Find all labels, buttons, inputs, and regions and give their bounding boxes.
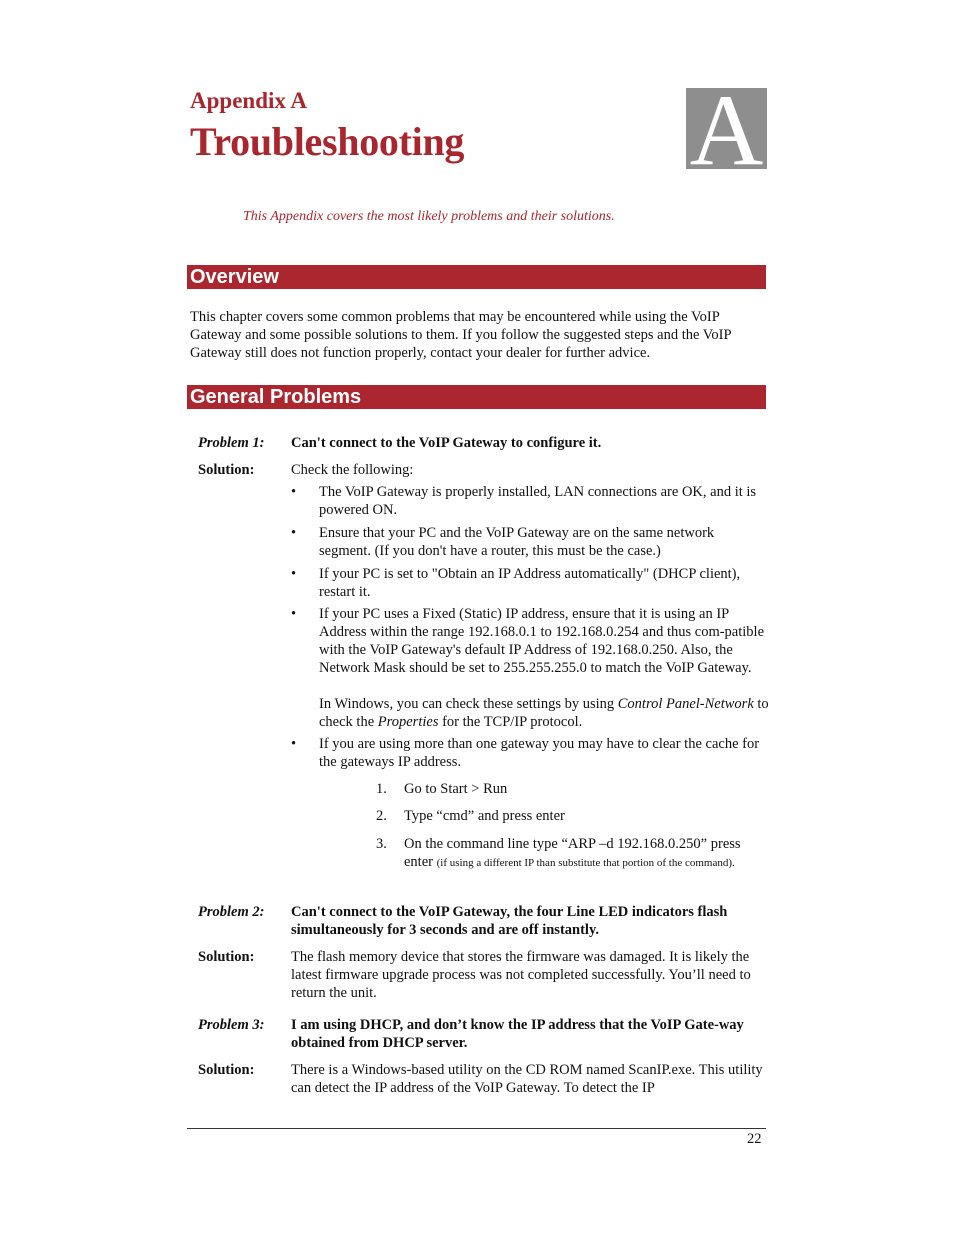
bullet-marker: • [291,606,297,622]
footer-divider [187,1128,766,1129]
bullet-item: If you are using more than one gateway you may have to clear the cache for the gateways IP address. [319,736,760,770]
step-number: 2. [376,808,387,824]
intro-text: This Appendix covers the most likely problems and their solutions. [243,209,615,224]
appendix-label: Appendix A [190,88,307,113]
solution-2-text: The flash memory device that stores the firmware was damaged. It is likely the latest firmware upgrade process was not completed successfully. You’ll need to return the unit. [291,949,751,1001]
bullet-item: The VoIP Gateway is properly installed, LAN connections are OK, and it is powered ON. [319,484,757,518]
solution-2-label: Solution: [198,949,255,965]
problem-3-label: Problem 3: [198,1017,265,1033]
bullet-item: If your PC is set to "Obtain an IP Address automatically" (DHCP client), restart it. [319,566,741,600]
page-number: 22 [747,1131,762,1147]
appendix-letter-badge [686,88,767,169]
bullet-marker: • [291,736,297,752]
bullet-item: Ensure that your PC and the VoIP Gateway are on the same network segment. (If you don't have a router, this must be the case.) [319,525,715,559]
section-header-overview [187,265,766,289]
page-title: Troubleshooting [190,119,465,164]
bullet-marker: • [291,566,297,582]
appendix-letter: A [689,88,764,169]
bullet-marker: • [291,525,297,541]
step-number: 3. [376,836,387,852]
solution-3-label: Solution: [198,1062,255,1078]
solution-1-text: Check the following: [291,462,414,478]
section-title-general-problems: General Problems [190,386,362,408]
problem-2-label: Problem 2: [198,904,265,920]
overview-paragraph: This chapter covers some common problems that may be encountered while using the VoIP Gateway and some possible solutions to them. If you follow the suggested steps and the VoIP Gateway still does not function properly, contact your dealer for further advice. [190,309,732,361]
solution-1-label: Solution: [198,462,255,478]
section-header-general-problems [187,385,766,409]
problem-1-label: Problem 1: [198,435,265,451]
bullet-item: If your PC uses a Fixed (Static) IP address, ensure that it is using an IP Address within the range 192.168.0.1 to 192.168.0.254 and thus com-patible with the VoIP Gateway's default IP Address of 192.168.0.250. Also, the Network Mask should be set to 255.255.255.0 to match the VoIP Gateway. [319,606,765,676]
section-title-overview: Overview [190,266,279,288]
bullet-marker: • [291,484,297,500]
step-text: Go to Start > Run [404,781,508,797]
problem-1-text: Can't connect to the VoIP Gateway to configure it. [291,435,602,451]
problem-2-text: Can't connect to the VoIP Gateway, the four Line LED indicators flash simultaneously for 3 seconds and are off instantly. [291,904,728,938]
solution-3-text: There is a Windows-based utility on the CD ROM named ScanIP.exe. This utility can detect the IP address of the VoIP Gateway. To detect the IP [291,1062,763,1096]
step-text: Type “cmd” and press enter [404,808,565,824]
step-text: On the command line type “ARP –d 192.168.0.250” press enter (if using a different IP than substitute that portion of the command). [404,836,741,870]
problem-3-text: I am using DHCP, and don’t know the IP address that the VoIP Gate-way obtained from DHCP server. [291,1017,744,1051]
step-number: 1. [376,781,387,797]
windows-note: In Windows, you can check these settings by using Control Panel-Network to check the Properties for the TCP/IP protocol. [319,696,769,730]
